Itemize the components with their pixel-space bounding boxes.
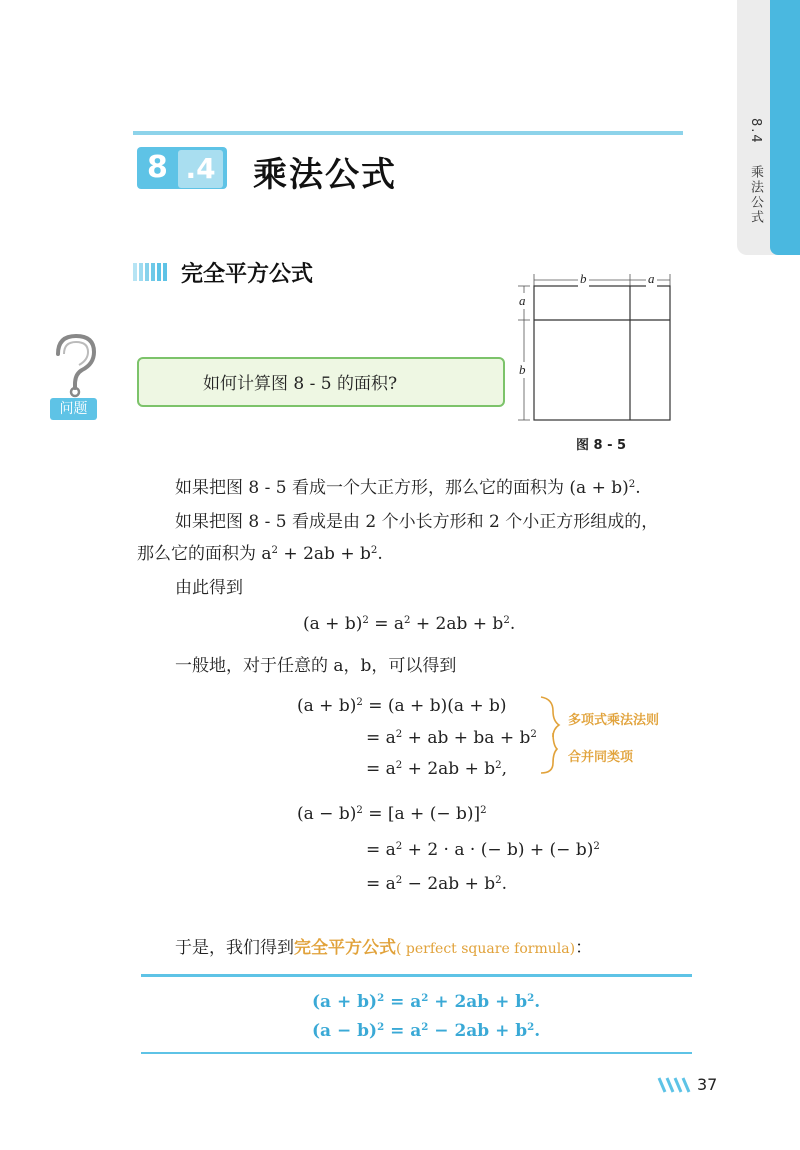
d1l3-d: 2	[495, 760, 502, 771]
f1-g: .	[534, 992, 541, 1013]
figure-label-left-b: b	[519, 362, 526, 377]
section-subnumber: .4	[178, 150, 223, 188]
f2-a: (a − b)	[312, 1021, 378, 1042]
p2-b: 2	[271, 545, 279, 556]
d2l1-d: 2	[480, 805, 487, 816]
figure-caption: 图 8 - 5	[576, 438, 627, 453]
p2-d: 2	[370, 545, 378, 556]
term-english: ( perfect square formula)	[396, 941, 576, 957]
figure-label-top-b: b	[580, 271, 587, 286]
d2l2-d: 2	[593, 841, 600, 852]
f2-e: − 2ab + b	[428, 1021, 528, 1042]
paragraph-4: 一般地，对于任意的 a，b，可以得到	[175, 656, 457, 676]
d1l2-d: 2	[530, 729, 537, 740]
f1-a: (a + b)	[312, 992, 378, 1013]
paragraph-1	[175, 480, 641, 497]
formula-difference-square	[312, 1021, 540, 1041]
f2-b: 2	[377, 1021, 385, 1033]
f1-b: 2	[377, 992, 385, 1004]
eq1-b: 2	[362, 615, 369, 626]
f1-f: 2	[527, 992, 535, 1004]
d2l3-d: 2	[495, 875, 502, 886]
equation-1	[303, 616, 515, 633]
subsection-bars-icon	[133, 263, 173, 281]
d2l2-a: = a	[366, 840, 396, 861]
d1l2-a: = a	[366, 728, 396, 749]
formula-frame-bottom-rule	[141, 1052, 692, 1054]
paragraph-2-line-2	[137, 546, 383, 563]
d1l3-c: + 2ab + b	[402, 759, 496, 780]
note-combine-like-terms: 合并同类项	[568, 750, 634, 765]
d1l2-c: + ab + ba + b	[402, 728, 531, 749]
paragraph-3: 由此得到	[175, 578, 243, 598]
side-tab-text	[743, 118, 765, 225]
question-text: 如何计算图 8 - 5 的面积?	[203, 374, 398, 394]
section-number: 8	[147, 150, 168, 185]
derivation-1-line-2	[366, 730, 537, 747]
p1-text: 如果把图 8 - 5 看成一个大正方形，那么它的面积为 (a + b)	[175, 478, 629, 499]
d1l1-a: (a + b)	[297, 696, 357, 717]
d1l3-e: ,	[501, 759, 507, 780]
d2l1-b: 2	[356, 805, 363, 816]
note-polynomial-multiplication: 多项式乘法法则	[568, 713, 660, 728]
conclusion-sentence	[175, 940, 592, 957]
f1-e: + 2ab + b	[428, 992, 528, 1013]
page-number: 37	[697, 1075, 718, 1094]
figure-8-5-diagram	[512, 268, 672, 428]
d2l1-c: = [a + (− b)]	[362, 804, 481, 825]
side-tab-title: 乘法公式	[748, 164, 763, 225]
figure-label-left-a: a	[519, 293, 526, 308]
f2-c: = a	[384, 1021, 422, 1042]
p1-sup: 2	[628, 479, 636, 490]
f2-g: .	[534, 1021, 541, 1042]
formula-sum-square	[312, 992, 540, 1012]
p1-end: .	[635, 478, 641, 499]
p2-c: + 2ab + b	[278, 544, 371, 565]
eq1-d: 2	[404, 615, 411, 626]
derivation-2-line-1	[297, 806, 487, 823]
subsection-title: 完全平方公式	[181, 262, 314, 287]
f1-c: = a	[384, 992, 422, 1013]
d2l2-c: + 2 · a · (− b) + (− b)	[402, 840, 594, 861]
header-rule	[133, 131, 683, 135]
eq1-e: + 2ab + b	[410, 614, 504, 635]
d1l2-b: 2	[395, 729, 403, 740]
side-tab-strip	[770, 0, 800, 255]
eq1-a: (a + b)	[303, 614, 363, 635]
f2-f: 2	[527, 1021, 535, 1033]
derivation-2-line-3	[366, 876, 507, 893]
f1-d: 2	[421, 992, 429, 1004]
side-tab-section: 8.4	[748, 118, 763, 145]
conclusion-text: 于是，我们得到	[175, 938, 294, 958]
d1l1-c: = (a + b)(a + b)	[362, 696, 507, 717]
section-title: 乘法公式	[253, 155, 397, 195]
d1l3-b: 2	[395, 760, 403, 771]
paragraph-2-line-1: 如果把图 8 - 5 看成是由 2 个小长方形和 2 个小正方形组成的，	[175, 512, 659, 532]
formula-frame-top-rule	[141, 974, 692, 977]
annotation-brace-icon	[537, 695, 567, 775]
question-label: 问题	[50, 398, 97, 420]
derivation-2-line-2	[366, 842, 600, 859]
eq1-g: .	[509, 614, 516, 635]
d2l3-c: − 2ab + b	[402, 874, 496, 895]
d2l2-b: 2	[395, 841, 403, 852]
p2-a: 那么它的面积为 a	[137, 544, 272, 565]
derivation-1-line-3	[366, 761, 507, 778]
d2l3-a: = a	[366, 874, 396, 895]
figure-label-top-a: a	[648, 271, 655, 286]
d2l3-b: 2	[395, 875, 403, 886]
derivation-1-line-1	[297, 698, 507, 715]
d2l1-a: (a − b)	[297, 804, 357, 825]
page-slashes-icon	[657, 1076, 693, 1094]
term-perfect-square-formula: 完全平方公式	[294, 938, 396, 958]
d2l3-e: .	[501, 874, 507, 895]
eq1-c: = a	[368, 614, 405, 635]
p2-e: .	[377, 544, 383, 565]
eq1-f: 2	[503, 615, 510, 626]
f2-d: 2	[421, 1021, 429, 1033]
conclusion-end: ：	[575, 938, 593, 958]
d1l1-b: 2	[356, 697, 363, 708]
d1l3-a: = a	[366, 759, 396, 780]
